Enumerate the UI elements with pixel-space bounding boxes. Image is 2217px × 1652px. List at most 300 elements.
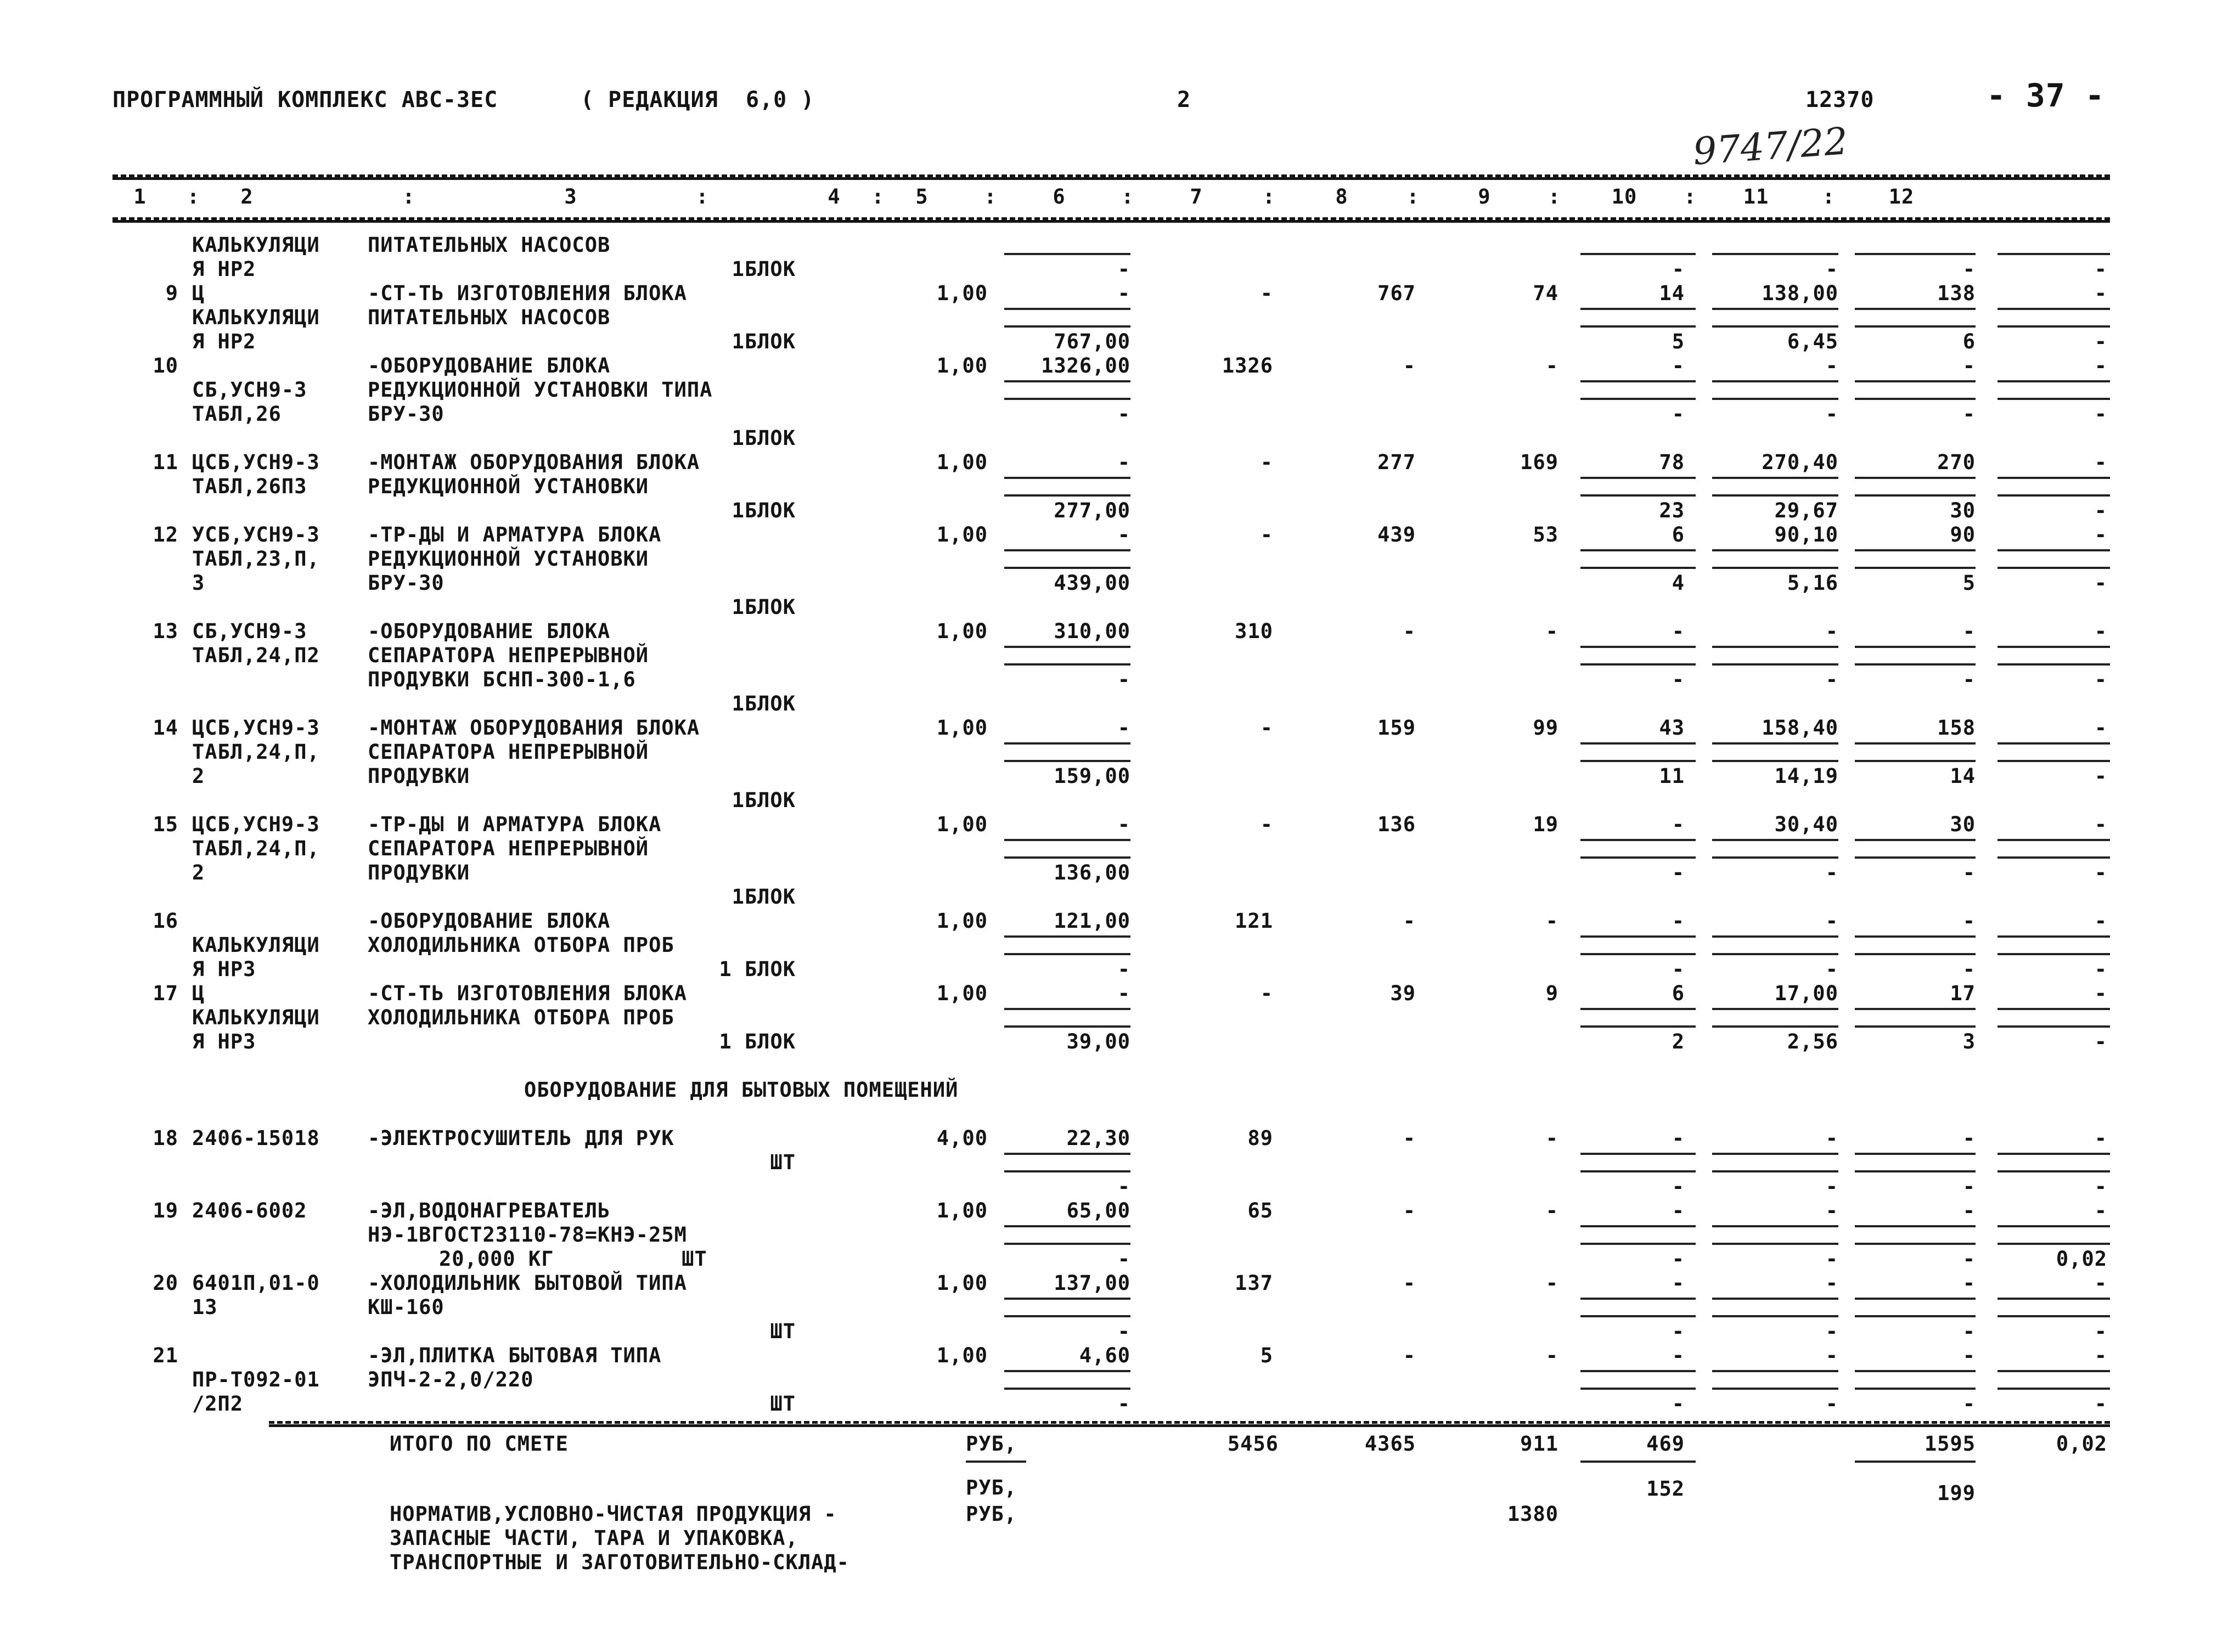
value-rule [1580,1025,1696,1028]
table-cell: 14 [1659,281,1685,305]
table-cell: -ОБОРУДОВАНИЕ БЛОКА [368,354,611,377]
table-cell: - [1545,1271,1558,1295]
value-rule [1580,935,1696,938]
table-cell: 11 [153,450,178,474]
table-cell: ЦСБ,УСН9-3 [192,813,320,836]
table-cell: - [1825,1175,1838,1198]
totals-col11: 1595 [1924,1432,1976,1456]
table-cell: - [2094,1344,2107,1367]
table-cell: 2,56 [1787,1030,1838,1053]
value-rule [1997,1025,2110,1028]
table-cell: 5 [1672,330,1685,353]
value-rule [1712,549,1838,551]
table-cell: ХОЛОДИЛЬНИКА ОТБОРА ПРОБ [368,1006,674,1029]
table-cell: 65 [1247,1199,1273,1222]
table-cell: - [1672,619,1685,643]
table-cell: - [2094,982,2107,1005]
table-cell: - [1962,402,1976,426]
table-cell: 1БЛОК [732,885,796,909]
table-cell: 270,40 [1762,450,1838,474]
table-cell: - [1403,619,1416,643]
table-cell: 14,19 [1774,764,1838,788]
value-rule [1004,760,1130,762]
value-rule [1997,1170,2110,1172]
value-rule [1580,494,1696,497]
table-cell: 4 [1672,571,1685,595]
column-divider: : [871,185,885,208]
table-cell: 1,00 [936,716,988,740]
table-cell: Я НР3 [192,1030,256,1053]
value-rule [1580,1388,1696,1390]
table-cell: - [1260,813,1273,836]
value-rule [1855,856,1976,859]
value-rule [1004,839,1130,841]
table-cell: 13 [153,619,178,643]
table-cell: - [1545,1199,1558,1222]
value-rule [1580,1153,1696,1155]
value-rule [1855,253,1976,255]
table-cell: - [1825,257,1838,281]
table-cell: 39,00 [1066,1030,1130,1053]
table-cell: 277 [1377,450,1416,474]
table-cell: - [2094,450,2107,474]
table-cell: 1,00 [936,813,988,836]
value-rule [1004,1025,1130,1028]
table-cell: 1,00 [936,1271,988,1295]
table-cell: Ц [192,982,205,1005]
edition-label: ( РЕДАКЦИЯ 6,0 ) [581,87,815,112]
table-cell: - [1672,813,1685,836]
value-rule [1580,742,1696,745]
value-rule [1855,1225,1976,1227]
table-cell: СБ,УСН9-3 [192,378,307,402]
table-cell: УСБ,УСН9-3 [192,523,320,546]
table-cell: 10 [153,354,178,377]
table-cell: - [1962,1199,1976,1222]
table-cell: 310,00 [1054,619,1130,643]
table-cell: Я НР2 [192,257,256,281]
table-cell: 310 [1235,619,1273,643]
value-rule [1855,1388,1976,1390]
table-cell: Я НР2 [192,330,256,353]
table-cell: 767,00 [1054,330,1130,353]
value-rule [1712,856,1838,859]
table-cell: 12 [153,523,178,546]
table-cell: 3 [192,571,205,595]
value-rule [1997,1388,2110,1390]
value-rule [1580,1315,1696,1317]
value-rule [1712,839,1838,841]
table-cell: СЕПАРАТОРА НЕПРЕРЫВНОЙ [368,644,649,667]
table-cell: - [2094,1199,2107,1222]
totals-rule [269,1421,2110,1424]
table-cell: - [2094,861,2107,884]
table-cell: 13 [192,1295,218,1319]
table-cell: - [1117,523,1130,546]
table-cell: - [1962,1175,1976,1198]
table-cell: - [2094,716,2107,740]
table-cell: 18 [153,1126,178,1150]
table-cell: - [2094,1175,2107,1198]
table-cell: 2 [1672,1030,1685,1053]
table-cell: 138,00 [1762,281,1838,305]
totals-col6: 5456 [1227,1432,1279,1456]
table-cell: 19 [153,1199,178,1222]
table-cell: - [2094,499,2107,522]
table-cell: - [1672,668,1685,691]
table-cell: - [2094,1030,2107,1053]
table-cell: 5 [1260,1344,1273,1367]
column-divider: : [1262,185,1276,208]
value-rule [1004,253,1130,255]
value-rule [1580,549,1696,551]
table-cell: 21 [153,1344,178,1367]
table-cell: 30 [1950,813,1976,836]
table-cell: - [1403,1126,1416,1150]
value-rule [1004,1298,1130,1300]
table-cell: КАЛЬКУЛЯЦИ [192,933,320,957]
value-rule [1712,494,1838,497]
table-cell: 158 [1937,716,1976,740]
value-rule [1997,567,2110,569]
table-cell: 9 [165,281,178,305]
footer-line-1: НОРМАТИВ,УСЛОВНО-ЧИСТАЯ ПРОДУКЦИЯ - [390,1502,837,1526]
table-cell: СЕПАРАТОРА НЕПРЕРЫВНОЙ [368,740,649,764]
table-cell: - [2094,957,2107,981]
table-cell: 439,00 [1054,571,1130,595]
table-cell: 43 [1659,716,1685,740]
table-cell: - [1117,281,1130,305]
table-cell: 159,00 [1054,764,1130,788]
table-cell: - [1825,909,1838,933]
table-cell: ТАБЛ,26П3 [192,475,307,498]
table-cell: 1,00 [936,982,988,1005]
table-cell: ЦСБ,УСН9-3 [192,716,320,740]
column-divider: : [1406,185,1420,208]
table-cell: - [1825,668,1838,691]
table-cell: - [1672,1126,1685,1150]
value-rule [1580,308,1696,310]
table-cell: -ОБОРУДОВАНИЕ БЛОКА [368,619,611,643]
value-rule [1004,1153,1130,1155]
table-cell: - [1962,1126,1976,1150]
column-divider: : [696,185,709,208]
sheet-number: 2 [1177,87,1191,112]
table-cell: 90,10 [1774,523,1838,546]
table-cell: - [2094,1126,2107,1150]
table-cell: 136,00 [1054,861,1130,884]
table-cell: - [1672,1320,1685,1343]
table-cell: - [1403,909,1416,933]
value-rule [1004,1170,1130,1172]
value-rule [1712,1170,1838,1172]
value-rule [1855,1153,1976,1155]
column-header-12: 12 [1888,185,1915,208]
table-cell: - [1825,1271,1838,1295]
value-rule [1712,1370,1838,1372]
table-cell: 17 [1950,982,1976,1005]
table-cell: 6,45 [1787,330,1838,353]
table-cell: - [1962,861,1976,884]
value-rule [1580,477,1696,479]
value-rule [1997,953,2110,955]
table-cell: - [2094,1320,2107,1343]
table-cell: - [1260,716,1273,740]
table-cell: 136 [1377,813,1416,836]
totals-unit: РУБ, [966,1432,1017,1456]
document-code: 12370 [1805,87,1875,112]
footer-line-3: ТРАНСПОРТНЫЕ И ЗАГОТОВИТЕЛЬНО-СКЛАД- [390,1550,849,1574]
table-cell: - [1962,619,1976,643]
value-rule [1997,1153,2110,1155]
value-rule [1855,663,1976,666]
table-cell: 1326,00 [1041,354,1130,377]
value-rule [1004,856,1130,859]
value-rule [1712,1298,1838,1300]
table-cell: - [1962,1344,1976,1367]
table-cell: - [1962,668,1976,691]
table-cell: - [2094,354,2107,377]
table-cell: - [1962,1271,1976,1295]
table-cell: ПИТАТЕЛЬНЫХ НАСОСОВ [368,306,611,329]
table-cell: - [2094,402,2107,426]
value-rule [1855,549,1976,551]
table-cell: -СТ-ТЬ ИЗГОТОВЛЕНИЯ БЛОКА [368,982,687,1005]
table-cell: Я НР3 [192,957,256,981]
value-rule [1712,1025,1838,1028]
table-cell: ТАБЛ,24,П2 [192,644,320,667]
value-rule [1997,646,2110,648]
table-cell: -ХОЛОДИЛЬНИК БЫТОВОЙ ТИПА [368,1271,687,1295]
table-cell: 1,00 [936,1344,988,1367]
totals-col12: 0,02 [2056,1432,2107,1456]
table-cell: - [1117,402,1130,426]
table-cell: - [1962,957,1976,981]
table-cell: 159 [1377,716,1416,740]
table-cell: - [2094,813,2107,836]
table-cell: - [1117,716,1130,740]
table-cell: 15 [153,813,178,836]
table-cell: - [1672,1199,1685,1222]
value-rule [1580,325,1696,328]
table-cell: - [1117,450,1130,474]
table-cell: -СТ-ТЬ ИЗГОТОВЛЕНИЯ БЛОКА [368,281,687,305]
table-cell: 169 [1520,450,1558,474]
footer-unit: РУБ, [966,1502,1017,1526]
value-rule [1004,1008,1130,1010]
table-cell: 5 [1962,571,1976,595]
value-rule [1855,567,1976,569]
table-cell: 1,00 [936,619,988,643]
table-cell: - [1672,1392,1685,1416]
value-rule [1580,398,1696,400]
value-rule [1712,935,1838,938]
column-header-3: 3 [564,185,577,208]
table-cell: ТАБЛ,26 [192,402,282,426]
value-rule [1004,1370,1130,1372]
value-rule [1997,308,2110,310]
table-cell: -ЭЛЕКТРОСУШИТЕЛЬ ДЛЯ РУК [368,1126,674,1150]
value-rule [1712,308,1838,310]
value-rule [1855,1370,1976,1372]
table-cell: ТАБЛ,24,П, [192,837,320,860]
table-cell: -МОНТАЖ ОБОРУДОВАНИЯ БЛОКА [368,716,700,740]
table-cell: - [1117,257,1130,281]
table-cell: ПРОДУВКИ БСНП-300-1,6 [368,668,636,691]
table-cell: - [1962,1320,1976,1343]
table-cell: - [1672,1344,1685,1367]
table-cell: 20 [153,1271,178,1295]
table-cell: 30,40 [1774,813,1838,836]
table-cell: ПРОДУВКИ [368,764,470,788]
table-cell: - [1962,354,1976,377]
table-cell: 1,00 [936,523,988,546]
table-cell: - [1117,957,1130,981]
table-cell: - [1545,619,1558,643]
table-cell: - [2094,764,2107,788]
table-cell: 2 [192,764,205,788]
table-cell: -ЭЛ,ВОДОНАГРЕВАТЕЛЬ [368,1199,611,1222]
table-cell: 1БЛОК [732,257,796,281]
value-rule [1855,1008,1976,1010]
table-cell: КАЛЬКУЛЯЦИ [192,1006,320,1029]
value-rule [1004,398,1130,400]
table-cell: - [1672,1175,1685,1198]
table-cell: - [1825,1199,1838,1222]
table-cell: ШТ [770,1151,796,1174]
table-cell: - [1825,1320,1838,1343]
table-cell: 1,00 [936,1199,988,1222]
value-rule [1004,1243,1130,1245]
value-rule [1004,1388,1130,1390]
value-rule [1004,1315,1130,1317]
value-rule [1580,1170,1696,1172]
table-cell: - [1117,1392,1130,1416]
table-cell: 53 [1533,523,1558,546]
value-rule [1712,953,1838,955]
table-cell: - [1672,909,1685,933]
value-rule [1997,760,2110,762]
table-cell: 1,00 [936,909,988,933]
table-cell: 1 БЛОК [719,957,796,981]
value-rule [1580,856,1696,859]
value-rule [1580,839,1696,841]
table-cell: 6 [1962,330,1976,353]
table-cell: 39 [1390,982,1416,1005]
table-cell: - [1825,1392,1838,1416]
table-cell: - [2094,619,2107,643]
value-rule [1580,1243,1696,1245]
value-rule [1580,646,1696,648]
table-cell: 22,30 [1066,1126,1130,1150]
table-cell: - [1825,1344,1838,1367]
table-cell: - [1962,909,1976,933]
table-cell: 137 [1235,1271,1273,1295]
value-rule [1712,1243,1838,1245]
table-cell: 138 [1937,281,1976,305]
value-rule [1580,953,1696,955]
value-rule [1855,1298,1976,1300]
table-cell: 16 [153,909,178,933]
table-cell: 78 [1659,450,1685,474]
column-header-7: 7 [1190,185,1203,208]
table-cell: - [2094,909,2107,933]
table-cell: - [2094,571,2107,595]
value-rule [1855,646,1976,648]
value-rule [1855,742,1976,745]
table-cell: 1БЛОК [732,499,796,522]
table-cell: ШТ [770,1320,796,1343]
table-cell: 23 [1659,499,1685,522]
value-rule [1004,477,1130,479]
table-cell: - [1403,354,1416,377]
column-divider: : [1684,185,1697,208]
table-cell: 30 [1950,499,1976,522]
value-rule [1712,1388,1838,1390]
table-cell: - [1545,1126,1558,1150]
table-cell: 99 [1533,716,1558,740]
table-cell: - [1260,281,1273,305]
table-cell: 137,00 [1054,1271,1130,1295]
table-cell: - [1260,523,1273,546]
table-cell: - [1825,1247,1838,1271]
table-cell: 17 [153,982,178,1005]
table-cell: 6 [1672,982,1685,1005]
value-rule [1997,549,2110,551]
table-cell: 121 [1235,909,1273,933]
totals-col11-second: 199 [1937,1481,1976,1505]
table-cell: 767 [1377,281,1416,305]
value-rule [1004,308,1130,310]
table-cell: ЭПЧ-2-2,0/220 [368,1368,534,1391]
value-rule [1712,1315,1838,1317]
table-cell: 89 [1247,1126,1273,1150]
table-cell: 3 [1962,1030,1976,1053]
table-cell: -ЭЛ,ПЛИТКА БЫТОВАЯ ТИПА [368,1344,662,1367]
table-cell: ЦСБ,УСН9-3 [192,450,320,474]
table-cell: - [1545,354,1558,377]
value-rule [1997,325,2110,328]
table-cell: 1БЛОК [732,330,796,353]
column-header-2: 2 [240,185,254,208]
table-cell: 1БЛОК [732,692,796,715]
table-cell: -МОНТАЖ ОБОРУДОВАНИЯ БЛОКА [368,450,700,474]
table-cell: - [1962,257,1976,281]
value-rule [1997,1243,2110,1245]
value-rule [1997,935,2110,938]
table-cell: - [1825,861,1838,884]
table-cell: 158,40 [1762,716,1838,740]
table-cell: ШТ [770,1392,796,1416]
value-rule [1712,1153,1838,1155]
table-cell: - [2094,668,2107,691]
totals-col9-rule [1580,1461,1696,1463]
table-cell: 1БЛОК [732,595,796,619]
value-rule [1997,856,2110,859]
table-cell: - [1672,257,1685,281]
table-cell: БРУ-30 [368,402,444,426]
value-rule [1580,1225,1696,1227]
value-rule [1855,1025,1976,1028]
table-cell: 14 [153,716,178,740]
value-rule [1004,494,1130,497]
table-cell: - [1545,909,1558,933]
table-cell: 2406-15018 [192,1126,320,1150]
totals-rule-solid [269,1424,2110,1427]
table-cell: - [2094,330,2107,353]
table-cell: - [1825,354,1838,377]
table-cell: РЕДУКЦИОННОЙ УСТАНОВКИ [368,547,649,571]
